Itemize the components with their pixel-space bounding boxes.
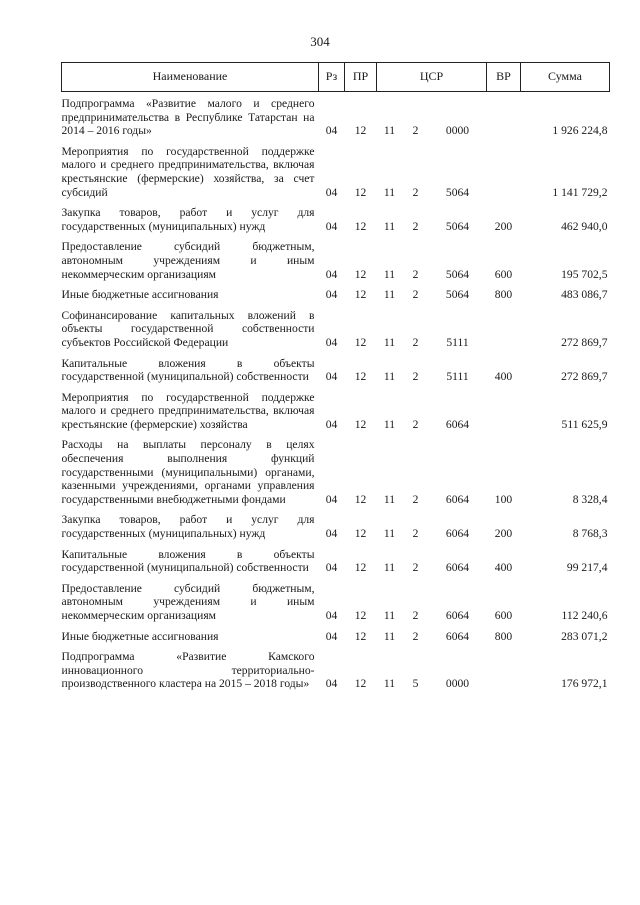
cell-csr-item: 5064 <box>445 185 470 199</box>
cell-csr-program: 11 <box>383 370 396 384</box>
cell-sum: 8 328,4 <box>572 492 608 506</box>
cell-csr-program: 11 <box>383 185 396 199</box>
cell-csr-subprogram: 2 <box>412 527 419 541</box>
table-body <box>62 92 610 691</box>
cell-rz: 04 <box>325 677 338 691</box>
cell-name: Иные бюджетные ассигнования <box>61 629 219 643</box>
cell-name: Предоставление субсидий бюджетным, автономным учреждениям и иным некоммерческим организациям <box>61 581 315 622</box>
cell-rz: 04 <box>325 267 338 281</box>
cell-name: Иные бюджетные ассигнования <box>61 288 219 302</box>
cell-vr: 800 <box>494 288 513 302</box>
cell-vr <box>487 643 521 691</box>
page-number: 304 <box>310 34 330 49</box>
cell-name: Закупка товаров, работ и услуг для государственных (муниципальных) нужд <box>61 206 315 233</box>
cell-pr: 12 <box>354 124 367 138</box>
header-sum: Сумма <box>521 63 610 92</box>
cell-csr-subprogram: 2 <box>412 629 419 643</box>
cell-pr: 12 <box>354 185 367 199</box>
cell-csr-item: 6064 <box>445 417 470 431</box>
cell-csr-subprogram: 2 <box>412 288 419 302</box>
cell-name: Мероприятия по государственной поддержке малого и среднего предпринимательства, включая крестьянские (фермерские) хозяйства <box>61 390 315 431</box>
header-name: Наименование <box>62 63 319 92</box>
budget-table <box>61 62 610 691</box>
cell-rz: 04 <box>325 335 338 349</box>
cell-pr: 12 <box>354 629 367 643</box>
cell-name: Расходы на выплаты персоналу в целях обеспечения выполнения функций государственными (муниципальными) органами, казенными учреждениями, органами управления государственными внебюджетными фондами <box>61 438 315 506</box>
table-row <box>62 506 610 540</box>
cell-vr: 600 <box>494 609 513 622</box>
cell-csr-subprogram: 2 <box>412 492 419 506</box>
cell-csr-item: 6064 <box>445 561 470 575</box>
header-pr: ПР <box>345 63 377 92</box>
cell-csr-program: 11 <box>383 609 396 622</box>
cell-rz: 04 <box>325 219 338 233</box>
cell-name: Капитальные вложения в объекты государственной (муниципальной) собственности <box>61 547 315 575</box>
cell-name: Капитальные вложения в объекты государственной (муниципальной) собственности <box>61 356 315 384</box>
header-csr: ЦСР <box>377 63 487 92</box>
cell-csr-item: 5111 <box>446 370 469 384</box>
cell-csr-program: 11 <box>383 527 396 541</box>
cell-vr <box>487 384 521 432</box>
table-row <box>62 431 610 506</box>
cell-sum: 99 217,4 <box>566 561 608 575</box>
cell-csr-item: 5064 <box>445 288 470 302</box>
table-row <box>62 138 610 199</box>
cell-rz: 04 <box>325 609 338 622</box>
table-row <box>62 302 610 350</box>
cell-name: Закупка товаров, работ и услуг для государственных (муниципальных) нужд <box>61 513 315 541</box>
table-row <box>62 384 610 432</box>
cell-name: Мероприятия по государственной поддержке малого и среднего предпринимательства, включая крестьянские (фермерские) хозяйства, за счет субсидий <box>61 144 315 199</box>
cell-csr-item: 5111 <box>446 335 469 349</box>
table-row <box>62 233 610 281</box>
cell-csr-subprogram: 2 <box>412 609 419 622</box>
cell-rz: 04 <box>325 185 338 199</box>
cell-sum: 195 702,5 <box>561 267 608 281</box>
table-row <box>62 199 610 233</box>
cell-sum: 112 240,6 <box>561 609 608 622</box>
cell-name: Подпрограмма «Развитие Камского инновационного территориально-производственного кластера на 2015 – 2018 годы» <box>61 650 315 691</box>
table-row <box>62 575 610 623</box>
cell-sum: 462 940,0 <box>561 219 608 233</box>
cell-pr: 12 <box>354 267 367 281</box>
table-row <box>62 350 610 384</box>
cell-csr-item: 5064 <box>445 219 470 233</box>
cell-csr-subprogram: 2 <box>412 370 419 384</box>
cell-csr-subprogram: 2 <box>412 561 419 575</box>
cell-csr-item: 5064 <box>445 267 470 281</box>
cell-rz: 04 <box>325 288 338 302</box>
cell-csr-item: 0000 <box>445 677 470 691</box>
cell-name: Софинансирование капитальных вложений в объекты государственной собственности субъектов Российской Федерации <box>61 308 315 349</box>
cell-csr-subprogram: 5 <box>412 677 419 691</box>
cell-pr: 12 <box>354 561 367 575</box>
cell-csr-program: 11 <box>383 219 396 233</box>
cell-vr <box>487 302 521 350</box>
cell-csr-item: 6064 <box>445 609 470 622</box>
cell-name: Предоставление субсидий бюджетным, автономным учреждениям и иным некоммерческим организациям <box>61 240 315 281</box>
cell-csr-subprogram: 2 <box>412 267 419 281</box>
cell-csr-program: 11 <box>383 677 396 691</box>
header-vr: ВР <box>487 63 521 92</box>
cell-csr-program: 11 <box>383 124 396 138</box>
cell-csr-program: 11 <box>383 335 396 349</box>
cell-vr: 600 <box>494 267 513 281</box>
cell-sum: 272 869,7 <box>561 370 608 384</box>
cell-csr-program: 11 <box>383 492 396 506</box>
cell-csr-subprogram: 2 <box>412 124 419 138</box>
cell-csr-subprogram: 2 <box>412 417 419 431</box>
cell-rz: 04 <box>325 417 338 431</box>
cell-sum: 8 768,3 <box>572 527 608 541</box>
cell-rz: 04 <box>325 629 338 643</box>
cell-sum: 283 071,2 <box>561 629 608 643</box>
cell-pr: 12 <box>354 527 367 541</box>
table-row <box>62 92 610 138</box>
cell-rz: 04 <box>325 561 338 575</box>
table-row <box>62 541 610 575</box>
cell-vr: 400 <box>494 370 513 384</box>
table-header-row <box>62 63 610 92</box>
cell-pr: 12 <box>354 609 367 622</box>
cell-csr-item: 6064 <box>445 629 470 643</box>
cell-sum: 483 086,7 <box>561 288 608 302</box>
cell-sum: 176 972,1 <box>561 677 608 691</box>
cell-vr <box>487 92 521 138</box>
cell-rz: 04 <box>325 492 338 506</box>
cell-vr: 800 <box>494 629 513 643</box>
cell-csr-item: 6064 <box>445 492 470 506</box>
cell-vr: 400 <box>494 561 513 575</box>
cell-csr-program: 11 <box>383 417 396 431</box>
cell-sum: 1 141 729,2 <box>552 185 608 199</box>
table-row <box>62 623 610 644</box>
cell-pr: 12 <box>354 335 367 349</box>
cell-csr-program: 11 <box>383 267 396 281</box>
cell-csr-item: 6064 <box>445 527 470 541</box>
cell-csr-subprogram: 2 <box>412 185 419 199</box>
cell-csr-subprogram: 2 <box>412 219 419 233</box>
cell-rz: 04 <box>325 124 338 138</box>
cell-pr: 12 <box>354 677 367 691</box>
header-rz: Рз <box>319 63 345 92</box>
cell-csr-program: 11 <box>383 629 396 643</box>
cell-pr: 12 <box>354 417 367 431</box>
cell-csr-program: 11 <box>383 561 396 575</box>
cell-csr-item: 0000 <box>445 124 470 138</box>
cell-pr: 12 <box>354 288 367 302</box>
cell-name: Подпрограмма «Развитие малого и среднего предпринимательства в Республике Татарстан на 2014 – 2016 годы» <box>61 97 315 138</box>
cell-pr: 12 <box>354 370 367 384</box>
cell-vr <box>487 138 521 199</box>
cell-sum: 1 926 224,8 <box>552 124 608 138</box>
table-row <box>62 281 610 302</box>
cell-rz: 04 <box>325 527 338 541</box>
cell-csr-program: 11 <box>383 288 396 302</box>
cell-vr: 200 <box>494 219 513 233</box>
cell-vr: 100 <box>494 492 513 506</box>
cell-sum: 272 869,7 <box>561 335 608 349</box>
cell-sum: 511 625,9 <box>561 417 608 431</box>
cell-vr: 200 <box>494 527 513 541</box>
cell-csr-subprogram: 2 <box>412 335 419 349</box>
cell-rz: 04 <box>325 370 338 384</box>
cell-pr: 12 <box>354 492 367 506</box>
table-row <box>62 643 610 691</box>
cell-pr: 12 <box>354 219 367 233</box>
